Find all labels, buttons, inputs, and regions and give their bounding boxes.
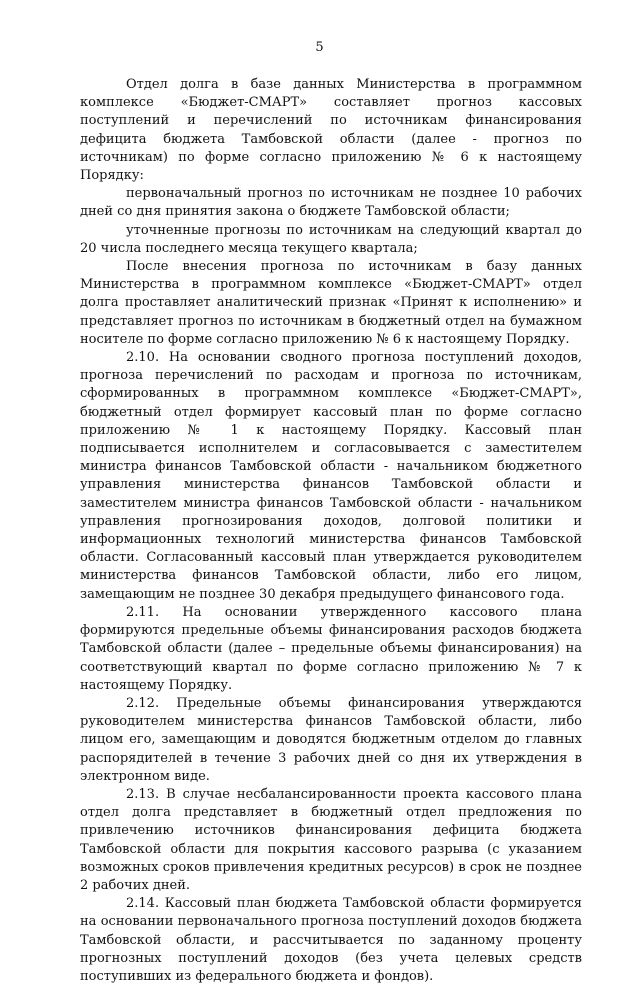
paragraph-2-11: 2.11. На основании утвержденного кассового плана формируются предельные объемы финансирования расходов бюджета Тамбовской области (далее – предельные объемы финансирования) на соответствующий квартал по форме согласно приложению № 7 к настоящему Порядку. [80, 604, 582, 693]
paragraph-2-13: 2.13. В случае несбалансированности проекта кассового плана отдел долга представляет в бюджетный отдел предложения по привлечению источников финансирования дефицита бюджета Тамбовской области для покрытия кассового разрыва (с указанием возможных сроков привлечения кредитных ресурсов) в срок не позднее 2 рабочих дней. [80, 786, 582, 893]
paragraph-initial-forecast: первоначальный прогноз по источникам не позднее 10 рабочих дней со дня принятия закона о бюджете Тамбовской области; [80, 186, 582, 220]
document-body [80, 76, 582, 986]
paragraph-2-14: 2.14. Кассовый план бюджета Тамбовской области формируется на основании первоначального прогноза поступлений доходов бюджета Тамбовской области, и рассчитывается по заданному проценту прогнозных поступлений доходов (без учета целевых средств поступивших из федерального бюджета и фондов). [80, 896, 582, 984]
paragraph-debt-department-forecast: Отдел долга в базе данных Министерства в программном комплексе «Бюджет-СМАРТ» составляет прогноз кассовых поступлений и перечислений по источникам финансирования дефицита бюджета Тамбовской области (далее - прогноз по источникам) по форме согласно приложению № 6 к настоящему Порядку: [80, 77, 582, 184]
paragraph-2-10: 2.10. На основании сводного прогноза поступлений доходов, прогноза перечислений по расходам и прогноза по источникам, сформированных в программном комплексе «Бюджет-СМАРТ», бюджетный отдел формирует кассовый план по форме согласно приложению № 1 к настоящему Порядку. Кассовый план подписывается исполнителем и согласовывается с заместителем министра финансов Тамбовской области - начальником бюджетного управления министерства финансов Тамбовской области и заместителем министра финансов Тамбовской области - начальником управления прогнозирования доходов, долговой политики и информационных технологий министерства финансов Тамбовской области. Согласованный кассовый план утверждается руководителем министерства финансов Тамбовской области, либо его лицом, замещающим не позднее 30 декабря предыдущего финансового года. [80, 350, 582, 602]
page-number: 5 [315, 40, 324, 55]
paragraph-after-forecast-entry: После внесения прогноза по источникам в базу данных Министерства в программном комплексе «Бюджет-СМАРТ» отдел долга проставляет аналитический признак «Принят к исполнению» и представляет прогноз по источникам в бюджетный отдел на бумажном носителе по форме согласно приложению № 6 к настоящему Порядку. [80, 259, 582, 347]
paragraph-2-12: 2.12. Предельные объемы финансирования утверждаются руководителем министерства финансов Тамбовской области, либо лицом его, замещающим и доводятся бюджетным отделом до главных распорядителей в течение 3 рабочих дней со дня их утверждения в электронном виде. [80, 695, 582, 784]
paragraph-updated-forecasts: уточненные прогнозы по источникам на следующий квартал до 20 числа последнего месяца текущего квартала; [80, 222, 582, 256]
